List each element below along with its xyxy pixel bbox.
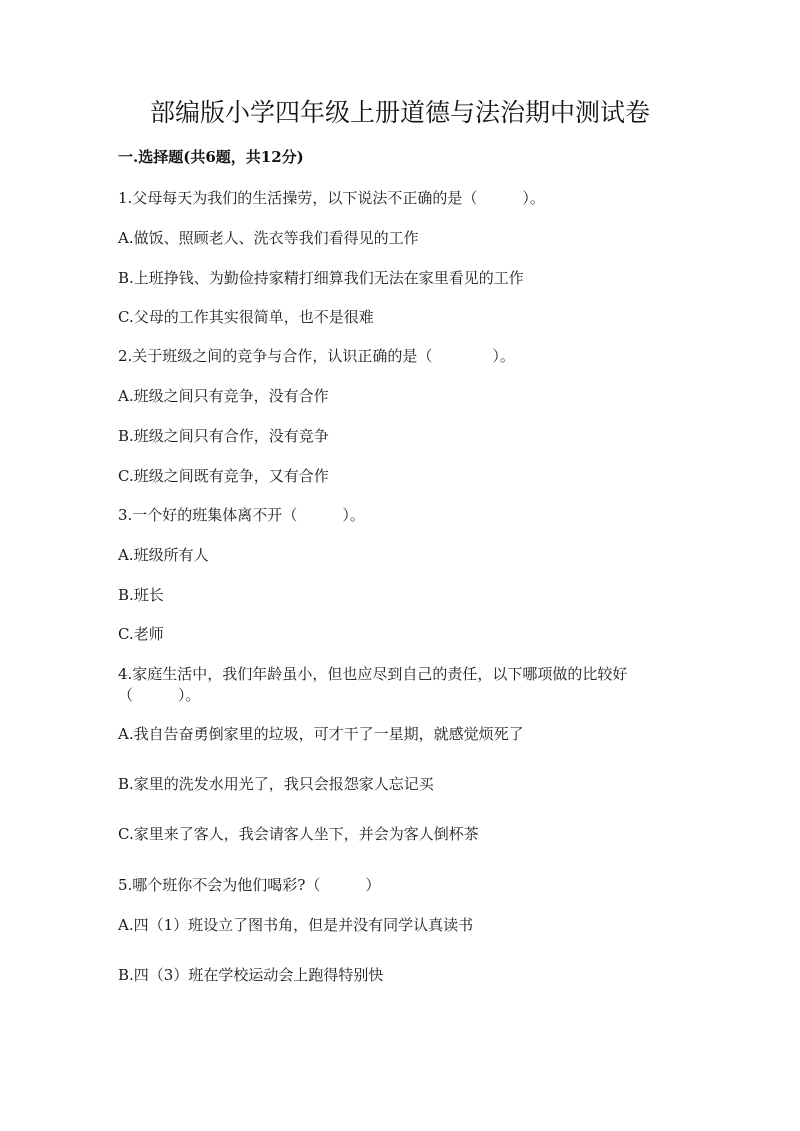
question-2-stem: 2.关于班级之间的竞争与合作，认识正确的是（ ）。 (118, 347, 515, 365)
question-1-stem: 1.父母每天为我们的生活操劳，以下说法不正确的是（ ）。 (118, 189, 545, 207)
question-4-stem-line1: 4.家庭生活中，我们年龄虽小，但也应尽到自己的责任，以下哪项做的比较好 (118, 665, 628, 683)
question-5-option-a: A.四（1）班设立了图书角，但是并没有同学认真读书 (118, 916, 474, 934)
question-3-option-c: C.老师 (118, 625, 164, 643)
question-4-option-c: C.家里来了客人，我会请客人坐下，并会为客人倒杯茶 (118, 825, 479, 843)
question-3-option-b: B.班长 (118, 586, 164, 604)
question-2-option-b: B.班级之间只有合作，没有竞争 (118, 427, 329, 445)
question-2-option-a: A.班级之间只有竞争，没有合作 (118, 387, 329, 405)
question-2-option-c: C.班级之间既有竞争，又有合作 (118, 467, 329, 485)
question-4-stem-line2: （ ）。 (118, 686, 201, 704)
question-5-option-b: B.四（3）班在学校运动会上跑得特别快 (118, 966, 384, 984)
question-4-option-b: B.家里的洗发水用光了，我只会报怨家人忘记买 (118, 775, 434, 793)
question-4-option-a: A.我自告奋勇倒家里的垃圾，可才干了一星期，就感觉烦死了 (118, 725, 524, 743)
question-1-option-a: A.做饭、照顾老人、洗衣等我们看得见的工作 (118, 229, 419, 247)
question-3-option-a: A.班级所有人 (118, 546, 209, 564)
question-5-stem: 5.哪个班你不会为他们喝彩?（ ） (118, 876, 381, 894)
exam-title: 部编版小学四年级上册道德与法治期中测试卷 (149, 98, 650, 127)
question-1-option-c: C.父母的工作其实很简单，也不是很难 (118, 308, 374, 326)
question-1-option-b: B.上班挣钱、为勤俭持家精打细算我们无法在家里看见的工作 (118, 269, 524, 287)
section-heading: 一.选择题(共6题，共12分) (118, 148, 304, 166)
question-3-stem: 3.一个好的班集体离不开（ ）。 (118, 506, 365, 524)
